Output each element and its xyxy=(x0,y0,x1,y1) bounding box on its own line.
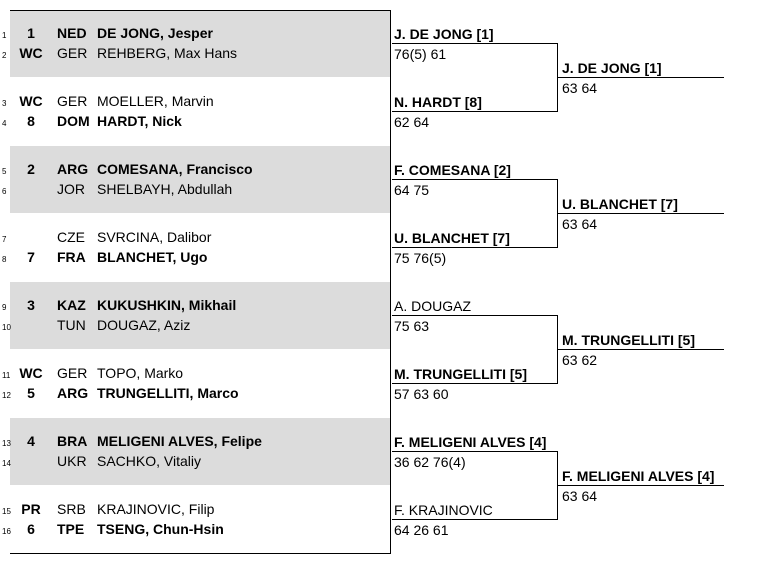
draw-position-number: 5 xyxy=(2,167,7,176)
round3-winner: M. TRUNGELLITI [5] xyxy=(562,332,695,348)
player-name: COMESANA, Francisco xyxy=(97,161,253,177)
match-right-border xyxy=(390,350,391,418)
seed-label: 3 xyxy=(27,297,35,313)
round3-score: 63 64 xyxy=(562,216,598,232)
draw-position-number: 13 xyxy=(2,439,11,448)
round2-score: 62 64 xyxy=(394,114,430,130)
round2-line xyxy=(392,247,557,248)
round2-line xyxy=(392,451,557,452)
seed-label: WC xyxy=(19,45,43,61)
round2-line xyxy=(392,383,557,384)
player-name: TRUNGELLITI, Marco xyxy=(97,385,239,401)
round3-score: 63 64 xyxy=(562,488,598,504)
nation-code: NED xyxy=(57,25,87,41)
round2-score: 75 63 xyxy=(394,318,430,334)
match-right-border xyxy=(390,146,391,214)
round2-winner: N. HARDT [8] xyxy=(394,94,482,110)
draw-top-border xyxy=(10,10,390,11)
nation-code: TUN xyxy=(57,317,86,333)
nation-code: ARG xyxy=(57,161,89,177)
match-band xyxy=(10,418,390,485)
draw-position-number: 12 xyxy=(2,391,11,400)
nation-code: TPE xyxy=(57,521,85,537)
player-name: BLANCHET, Ugo xyxy=(97,249,208,265)
round2-line xyxy=(392,43,557,44)
seed-label: 1 xyxy=(27,25,35,41)
round2-line xyxy=(392,179,557,180)
match-right-border xyxy=(390,214,391,282)
round2-line xyxy=(392,519,557,520)
round2-winner: F. KRAJINOVIC xyxy=(394,502,493,518)
player-name: SVRCINA, Dalibor xyxy=(97,229,212,245)
match-right-border xyxy=(390,10,391,78)
player-name: REHBERG, Max Hans xyxy=(97,45,238,61)
nation-code: DOM xyxy=(57,113,90,129)
round2-score: 64 75 xyxy=(394,182,430,198)
player-name: TOPO, Marko xyxy=(97,365,184,381)
round2-winner: M. TRUNGELLITI [5] xyxy=(394,366,527,382)
player-name: KUKUSHKIN, Mikhail xyxy=(97,297,237,313)
round3-winner: J. DE JONG [1] xyxy=(562,60,662,76)
nation-code: CZE xyxy=(57,229,85,245)
round2-score: 57 63 60 xyxy=(394,386,449,402)
seed-label: 7 xyxy=(27,249,35,265)
match-right-border xyxy=(390,486,391,554)
round3-winner: F. MELIGENI ALVES [4] xyxy=(562,468,715,484)
round2-score: 36 62 76(4) xyxy=(394,454,466,470)
round3-line xyxy=(557,213,724,214)
seed-label: 4 xyxy=(27,433,35,449)
round2-winner: F. COMESANA [2] xyxy=(394,162,511,178)
draw-position-number: 4 xyxy=(2,119,7,128)
player-name: SHELBAYH, Abdullah xyxy=(97,181,233,197)
draw-position-number: 10 xyxy=(2,323,11,332)
nation-code: ARG xyxy=(57,385,89,401)
draw-position-number: 11 xyxy=(2,371,11,380)
player-name: HARDT, Nick xyxy=(97,113,182,129)
player-name: DOUGAZ, Aziz xyxy=(97,317,191,333)
round2-line xyxy=(392,111,557,112)
round2-winner: U. BLANCHET [7] xyxy=(394,230,510,246)
match-band xyxy=(10,10,390,77)
round3-score: 63 62 xyxy=(562,352,598,368)
round3-winner: U. BLANCHET [7] xyxy=(562,196,678,212)
player-name: MOELLER, Marvin xyxy=(97,93,214,109)
round3-line xyxy=(557,77,724,78)
nation-code: GER xyxy=(57,365,88,381)
nation-code: FRA xyxy=(57,249,86,265)
draw-position-number: 14 xyxy=(2,459,11,468)
seed-label: WC xyxy=(19,365,43,381)
seed-label: 8 xyxy=(27,113,35,129)
draw-position-number: 16 xyxy=(2,527,11,536)
player-name: DE JONG, Jesper xyxy=(97,25,213,41)
match-right-border xyxy=(390,78,391,146)
draw-position-number: 2 xyxy=(2,51,7,60)
round3-line xyxy=(557,485,724,486)
seed-label: WC xyxy=(19,93,43,109)
match-right-border xyxy=(390,282,391,350)
nation-code: UKR xyxy=(57,453,87,469)
seed-label: 5 xyxy=(27,385,35,401)
match-band xyxy=(10,282,390,349)
nation-code: JOR xyxy=(57,181,85,197)
round2-score: 76(5) 61 xyxy=(394,46,447,62)
round2-winner: A. DOUGAZ xyxy=(394,298,472,314)
draw-position-number: 9 xyxy=(2,303,7,312)
player-name: MELIGENI ALVES, Felipe xyxy=(97,433,262,449)
round2-line xyxy=(392,315,557,316)
round3-line xyxy=(557,349,724,350)
nation-code: KAZ xyxy=(57,297,86,313)
seed-label: 6 xyxy=(27,521,35,537)
draw-bottom-border xyxy=(10,553,390,554)
nation-code: SRB xyxy=(57,501,86,517)
round3-score: 63 64 xyxy=(562,80,598,96)
nation-code: BRA xyxy=(57,433,88,449)
nation-code: GER xyxy=(57,45,88,61)
player-name: TSENG, Chun-Hsin xyxy=(97,521,224,537)
round2-winner: F. MELIGENI ALVES [4] xyxy=(394,434,547,450)
draw-position-number: 8 xyxy=(2,255,7,264)
draw-position-number: 7 xyxy=(2,235,7,244)
match-band xyxy=(10,146,390,213)
seed-label: PR xyxy=(21,501,41,517)
draw-position-number: 1 xyxy=(2,31,7,40)
seed-label: 2 xyxy=(27,161,35,177)
player-name: SACHKO, Vitaliy xyxy=(97,453,201,469)
round2-score: 75 76(5) xyxy=(394,250,447,266)
draw-position-number: 6 xyxy=(2,187,7,196)
draw-position-number: 15 xyxy=(2,507,11,516)
nation-code: GER xyxy=(57,93,88,109)
draw-position-number: 3 xyxy=(2,99,7,108)
round2-winner: J. DE JONG [1] xyxy=(394,26,494,42)
player-name: KRAJINOVIC, Filip xyxy=(97,501,215,517)
round2-score: 64 26 61 xyxy=(394,522,449,538)
match-right-border xyxy=(390,418,391,486)
